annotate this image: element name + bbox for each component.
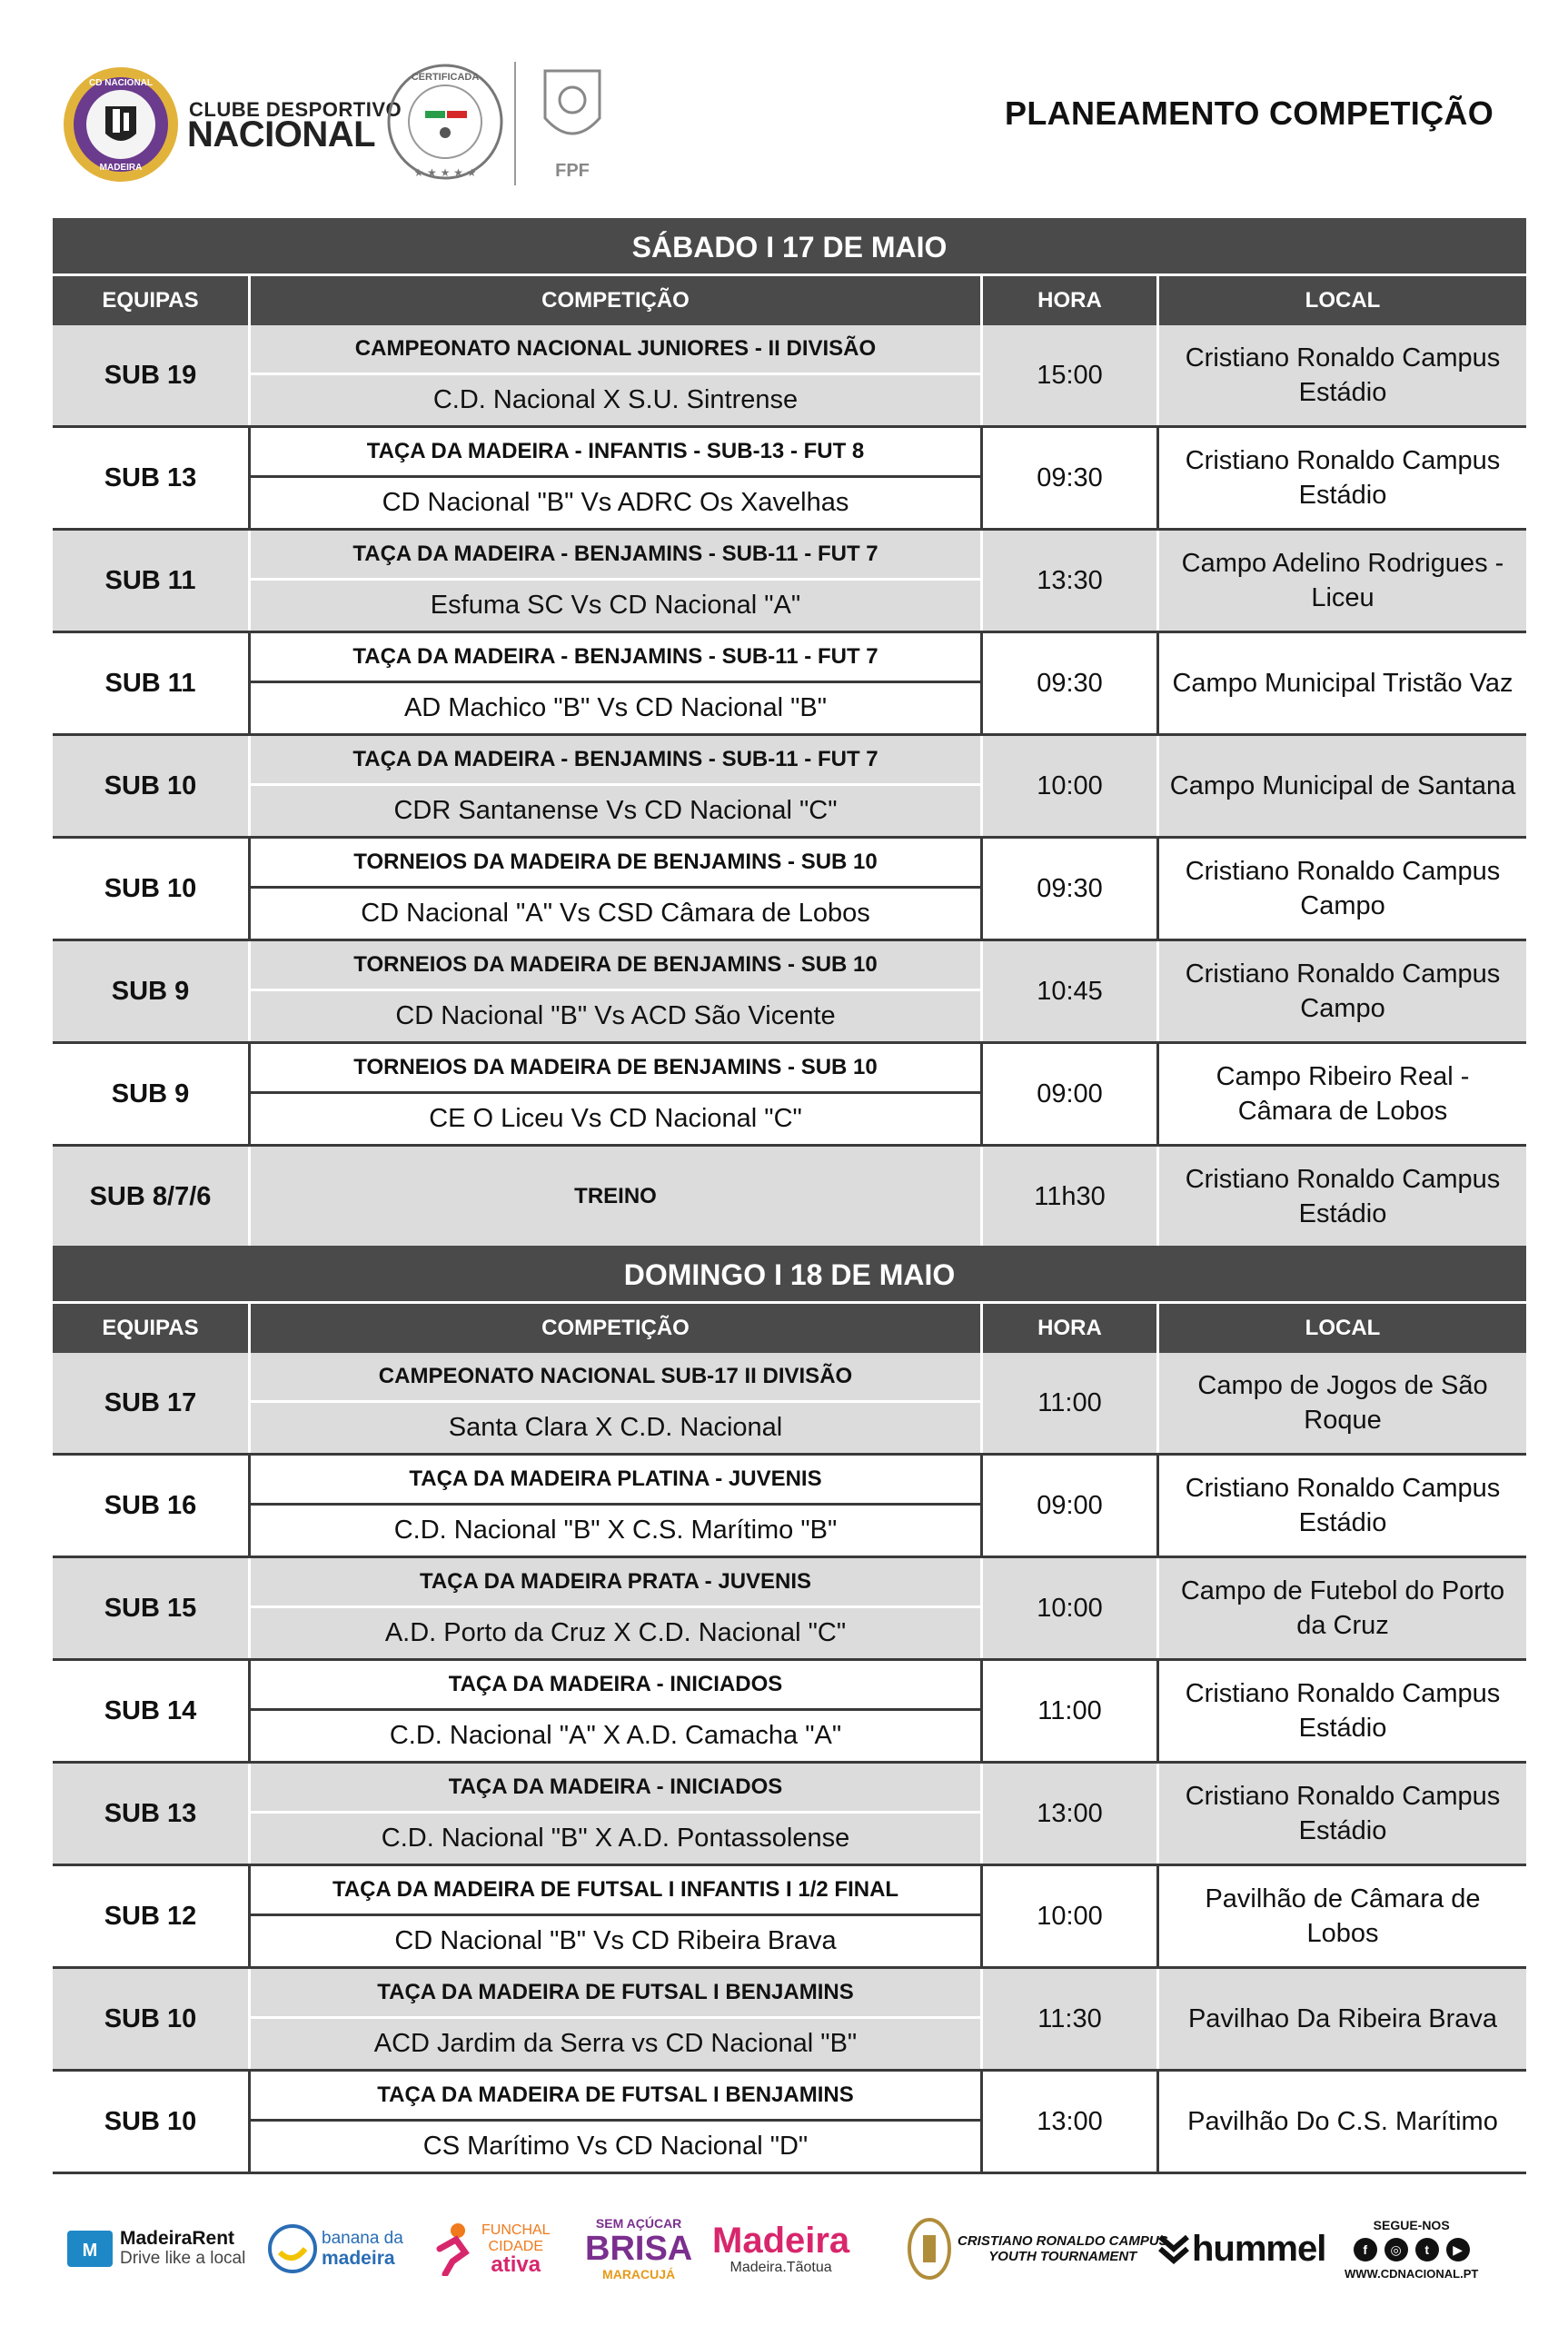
match-fixture: C.D. Nacional "B" X A.D. Pontassolense: [381, 1824, 850, 1853]
time-cell: 13:00: [983, 2072, 1159, 2172]
time-cell: 09:30: [983, 839, 1159, 939]
match-fixture: CD Nacional "B" Vs ACD São Vicente: [395, 1001, 836, 1030]
svg-text:M: M: [82, 2241, 98, 2261]
time-cell: 13:30: [983, 531, 1159, 631]
team-cell: SUB 15: [53, 1558, 251, 1658]
team-cell: SUB 11: [53, 633, 251, 733]
time-cell: 10:00: [983, 736, 1159, 836]
place-cell: Campo Ribeiro Real - Câmara de Lobos: [1216, 1062, 1470, 1126]
competition-name: TAÇA DA MADEIRA - INFANTIS - SUB-13 - FUT 8: [251, 428, 980, 478]
team-cell: SUB 9: [53, 941, 251, 1041]
schedule-row: [53, 1969, 1526, 2072]
competition-name: TAÇA DA MADEIRA DE FUTSAL I INFANTIS I 1/2 FINAL: [251, 1866, 980, 1916]
competition-cell: [251, 1044, 983, 1144]
time-cell: 15:00: [983, 325, 1159, 425]
certified-training-entity-seal: [382, 60, 509, 187]
competition-cell: [251, 531, 983, 631]
team-cell: SUB 12: [53, 1866, 251, 1966]
competition-name: TAÇA DA MADEIRA DE FUTSAL I BENJAMINS: [251, 2072, 980, 2122]
sponsor-funchal-cidade-ativa: [431, 2199, 551, 2299]
schedule-row: [53, 531, 1526, 633]
campus-crest-icon: [907, 2217, 952, 2281]
sponsor-hummel: [1157, 2199, 1325, 2299]
competition-name: TAÇA DA MADEIRA PLATINA - JUVENIS: [251, 1456, 980, 1506]
col-header-teams: EQUIPAS: [53, 276, 251, 325]
sponsors-footer: [53, 2199, 1526, 2299]
place-cell: Cristiano Ronaldo Campus Estádio: [1185, 1679, 1501, 1743]
competition-cell: [251, 1147, 983, 1247]
schedule-row: [53, 1558, 1526, 1661]
competition-name: TAÇA DA MADEIRA - INICIADOS: [251, 1764, 980, 1814]
madeirarent-icon: [67, 2231, 113, 2267]
place-cell: Campo Municipal Tristão Vaz: [1172, 669, 1513, 698]
competition-name: TAÇA DA MADEIRA PRATA - JUVENIS: [251, 1558, 980, 1608]
club-badge-logo: [62, 65, 180, 184]
hummel-name: hummel: [1192, 2228, 1326, 2269]
place-cell: Pavilhão Do C.S. Marítimo: [1187, 2107, 1498, 2136]
time-cell: 11:00: [983, 1353, 1159, 1453]
schedule-row: [53, 941, 1526, 1044]
competition-cell: [251, 2072, 983, 2172]
competition-name: CAMPEONATO NACIONAL JUNIORES - II DIVISÃO: [251, 325, 980, 375]
competition-cell: [251, 325, 983, 425]
competition-cell: [251, 1353, 983, 1453]
time-cell: 10:00: [983, 1866, 1159, 1966]
time-cell: 13:00: [983, 1764, 1159, 1864]
place-cell: Cristiano Ronaldo Campus Estádio: [1185, 446, 1501, 510]
time-cell: 09:00: [983, 1044, 1159, 1144]
svg-text:★ ★ ★ ★ ★: ★ ★ ★ ★ ★: [413, 166, 477, 179]
time-cell: 09:00: [983, 1456, 1159, 1556]
schedule-row: [53, 1147, 1526, 1249]
banana-line1: banana da: [322, 2229, 403, 2248]
funchal-line3: ativa: [491, 2252, 541, 2277]
badge-text-top: CD NACIONAL: [89, 78, 153, 88]
time-cell: 09:30: [983, 633, 1159, 733]
match-fixture: CD Nacional "B" Vs CD Ribeira Brava: [394, 1926, 837, 1955]
schedule-row: [53, 1044, 1526, 1147]
place-cell: Cristiano Ronaldo Campus Estádio: [1185, 343, 1501, 407]
column-headers: [53, 276, 1526, 325]
competition-cell: [251, 736, 983, 836]
col-header-competition: COMPETIÇÃO: [251, 1304, 983, 1353]
col-header-place: LOCAL: [1305, 1316, 1381, 1340]
team-cell: SUB 13: [53, 1764, 251, 1864]
instagram-icon[interactable]: ◎: [1384, 2238, 1408, 2261]
banana-line2: madeira: [322, 2248, 395, 2269]
time-cell: 11:00: [983, 1661, 1159, 1761]
match-fixture: A.D. Porto da Cruz X C.D. Nacional "C": [384, 1618, 847, 1647]
brisa-name: BRISA: [585, 2230, 693, 2268]
place-cell: Pavilhao Da Ribeira Brava: [1187, 2004, 1498, 2033]
time-cell: 10:00: [983, 1558, 1159, 1658]
day-heading-sunday: DOMINGO I 18 DE MAIO: [53, 1246, 1526, 1304]
col-header-competition: COMPETIÇÃO: [251, 276, 983, 325]
cert-text-top: CERTIFICADA: [411, 72, 480, 83]
place-cell: Cristiano Ronaldo Campus Campo: [1185, 857, 1501, 920]
youtube-icon[interactable]: ▶: [1446, 2238, 1470, 2261]
competition-cell: [251, 1764, 983, 1864]
match-fixture: ACD Jardim da Serra vs CD Nacional "B": [373, 2029, 858, 2058]
sponsor-brisa: [585, 2199, 692, 2299]
schedule-row: [53, 1661, 1526, 1764]
col-header-teams: EQUIPAS: [53, 1304, 251, 1353]
team-cell: SUB 10: [53, 736, 251, 836]
sponsor-cristiano-ronaldo-campus: [907, 2199, 1168, 2299]
place-cell: Pavilhão de Câmara de Lobos: [1205, 1884, 1481, 1948]
place-cell: Cristiano Ronaldo Campus Estádio: [1185, 1474, 1501, 1537]
competition-name: TAÇA DA MADEIRA - INICIADOS: [251, 1661, 980, 1711]
match-fixture: Santa Clara X C.D. Nacional: [448, 1413, 783, 1442]
page-title: PLANEAMENTO COMPETIÇÃO: [1005, 94, 1494, 132]
campus-line1: CRISTIANO RONALDO CAMPUS: [958, 2233, 1168, 2249]
time-cell: 11:30: [983, 1969, 1159, 2069]
team-cell: SUB 17: [53, 1353, 251, 1453]
fpf-crest-logo: [529, 60, 616, 187]
team-cell: SUB 9: [53, 1044, 251, 1144]
competition-cell: [251, 839, 983, 939]
banana-logo-icon: [267, 2223, 318, 2274]
runner-icon: [431, 2222, 478, 2276]
competition-name: TORNEIOS DA MADEIRA DE BENJAMINS - SUB 10: [251, 839, 980, 889]
madeirarent-tagline: Drive like a local: [120, 2249, 246, 2268]
team-cell: SUB 10: [53, 1969, 251, 2069]
social-icons: [1354, 2238, 1470, 2261]
sponsor-madeira: [712, 2199, 849, 2299]
twitter-icon[interactable]: t: [1415, 2238, 1439, 2261]
time-cell: 10:45: [983, 941, 1159, 1041]
col-header-time: HORA: [983, 276, 1159, 325]
sunday-schedule: [53, 1246, 1526, 2174]
schedule-row: [53, 325, 1526, 428]
competition-name: TAÇA DA MADEIRA - BENJAMINS - SUB-11 - FUT 7: [251, 633, 980, 683]
brisa-top-text: SEM AÇÚCAR: [595, 2216, 682, 2231]
competition-name: TORNEIOS DA MADEIRA DE BENJAMINS - SUB 10: [251, 1044, 980, 1094]
team-cell: SUB 8/7/6: [53, 1147, 251, 1247]
team-cell: SUB 13: [53, 428, 251, 528]
schedule-row: [53, 736, 1526, 839]
brisa-bottom-text: MARACUJÁ: [602, 2267, 676, 2281]
team-cell: SUB 19: [53, 325, 251, 425]
competition-cell: [251, 941, 983, 1041]
team-cell: SUB 10: [53, 2072, 251, 2172]
competition-cell: [251, 633, 983, 733]
fpf-label: FPF: [555, 161, 590, 181]
social-block: [1345, 2199, 1478, 2299]
club-name-line2: NACIONAL: [187, 114, 376, 154]
schedule-row: [53, 633, 1526, 736]
sponsor-madeirarent: [67, 2199, 245, 2299]
competition-name: TAÇA DA MADEIRA DE FUTSAL I BENJAMINS: [251, 1969, 980, 2019]
header-divider: [514, 62, 516, 185]
col-header-place: LOCAL: [1305, 288, 1381, 313]
competition-cell: [251, 1866, 983, 1966]
match-fixture: CS Marítimo Vs CD Nacional "D": [422, 2132, 809, 2161]
team-cell: SUB 16: [53, 1456, 251, 1556]
schedule-row: [53, 1866, 1526, 1969]
club-name-line1: CLUBE DESPORTIVO: [189, 98, 402, 121]
badge-text-bottom: MADEIRA: [99, 163, 143, 173]
time-cell: 11h30: [983, 1147, 1159, 1247]
team-cell: SUB 11: [53, 531, 251, 631]
place-cell: Campo Municipal de Santana: [1169, 771, 1516, 800]
day-heading-saturday: SÁBADO I 17 DE MAIO: [53, 218, 1526, 276]
place-cell: Cristiano Ronaldo Campus Estádio: [1185, 1782, 1501, 1845]
column-headers: [53, 1304, 1526, 1353]
competition-cell: [251, 1558, 983, 1658]
competition-name: CAMPEONATO NACIONAL SUB-17 II DIVISÃO: [251, 1353, 980, 1403]
time-cell: 09:30: [983, 428, 1159, 528]
facebook-icon[interactable]: f: [1354, 2238, 1377, 2261]
funchal-line2: CIDADE: [488, 2239, 543, 2254]
competition-name: TAÇA DA MADEIRA - BENJAMINS - SUB-11 - FUT 7: [251, 531, 980, 581]
team-cell: SUB 14: [53, 1661, 251, 1761]
competition-cell: [251, 428, 983, 528]
follow-label: SEGUE-NOS: [1373, 2217, 1450, 2232]
match-fixture: AD Machico "B" Vs CD Nacional "B": [403, 693, 828, 722]
match-fixture: CD Nacional "A" Vs CSD Câmara de Lobos: [361, 899, 870, 928]
schedule-row: [53, 1456, 1526, 1558]
competition-cell: [251, 1969, 983, 2069]
page-header: [0, 0, 1568, 209]
col-header-time: HORA: [983, 1304, 1159, 1353]
place-cell: Campo de Futebol do Porto da Cruz: [1180, 1576, 1505, 1640]
match-fixture: CDR Santanense Vs CD Nacional "C": [393, 796, 838, 825]
madeira-name: Madeira: [712, 2221, 850, 2261]
match-fixture: Esfuma SC Vs CD Nacional "A": [430, 591, 801, 620]
schedule-row: [53, 1764, 1526, 1866]
madeira-tagline: Madeira.Tãotua: [729, 2260, 832, 2275]
schedule-row: [53, 839, 1526, 941]
place-cell: Cristiano Ronaldo Campus Campo: [1185, 959, 1501, 1023]
place-cell: Campo Adelino Rodrigues - Liceu: [1181, 549, 1504, 612]
schedule-row: [53, 428, 1526, 531]
hummel-chevron-icon: [1157, 2233, 1190, 2264]
competition-name: TAÇA DA MADEIRA - BENJAMINS - SUB-11 - FUT 7: [251, 736, 980, 786]
match-fixture: C.D. Nacional X S.U. Sintrense: [432, 385, 799, 414]
website-link[interactable]: WWW.CDNACIONAL.PT: [1345, 2266, 1479, 2281]
schedule-row: [53, 2072, 1526, 2174]
campus-line2: YOUTH TOURNAMENT: [988, 2249, 1137, 2264]
madeirarent-name: MadeiraRent: [120, 2228, 235, 2249]
competition-name: TORNEIOS DA MADEIRA DE BENJAMINS - SUB 10: [251, 941, 980, 991]
competition-cell: [251, 1456, 983, 1556]
match-fixture: CE O Liceu Vs CD Nacional "C": [429, 1104, 802, 1133]
match-fixture: C.D. Nacional "B" X C.S. Marítimo "B": [393, 1516, 838, 1545]
team-cell: SUB 10: [53, 839, 251, 939]
competition-name: TREINO: [574, 1184, 657, 1208]
sponsor-banana-da-madeira: [267, 2199, 403, 2299]
funchal-line1: FUNCHAL: [481, 2222, 551, 2238]
match-fixture: C.D. Nacional "A" X A.D. Camacha "A": [389, 1721, 842, 1750]
saturday-schedule: [53, 218, 1526, 1249]
competition-cell: [251, 1661, 983, 1761]
place-cell: Cristiano Ronaldo Campus Estádio: [1185, 1165, 1501, 1228]
schedule-row: [53, 1353, 1526, 1456]
match-fixture: CD Nacional "B" Vs ADRC Os Xavelhas: [382, 488, 849, 517]
place-cell: Campo de Jogos de São Roque: [1197, 1371, 1488, 1435]
